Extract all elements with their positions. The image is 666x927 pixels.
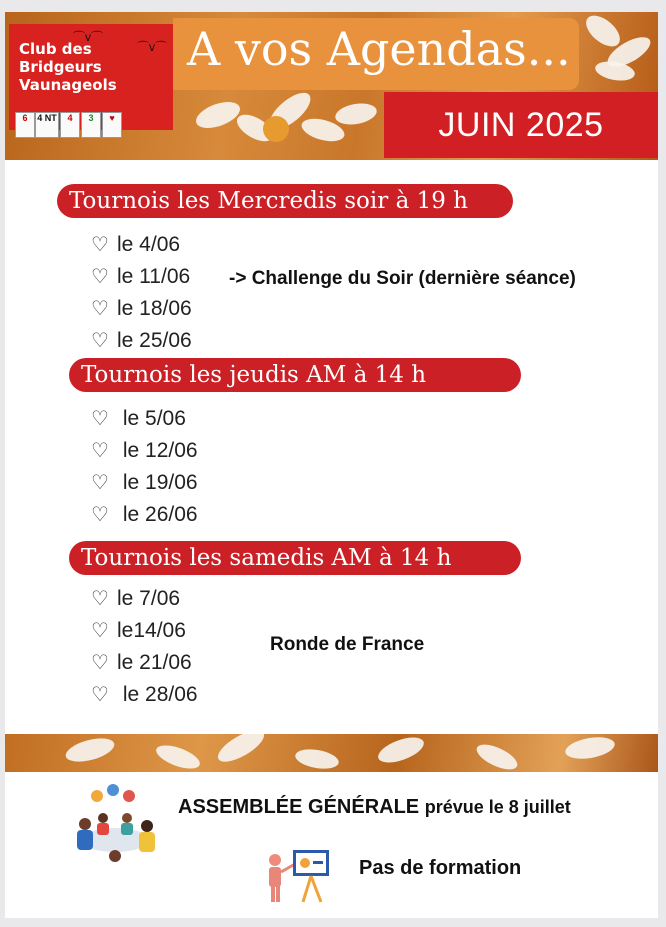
- heart-outline-icon: ♡: [91, 504, 109, 526]
- list-item: [91, 586, 180, 614]
- list-item: [91, 328, 192, 356]
- heart-outline-icon: ♡: [91, 266, 109, 288]
- list-item: [91, 264, 190, 292]
- heart-outline-icon: ♡: [91, 440, 109, 462]
- card: 6: [15, 112, 35, 138]
- section-title-wednesday: Tournois les Mercredis soir à 19 h: [57, 184, 513, 218]
- daisy-petal: [564, 734, 617, 762]
- meeting-table-icon: [67, 782, 163, 862]
- club-logo: [9, 24, 173, 130]
- ronde-note: Ronde de France: [270, 634, 425, 655]
- heart-outline-icon: ♡: [91, 408, 109, 430]
- heart-outline-icon: ♡: [91, 330, 109, 352]
- daisy-petal: [153, 741, 202, 772]
- list-item: [91, 406, 186, 434]
- daisy-petal: [63, 734, 116, 766]
- date-label: le 19/06: [117, 471, 198, 494]
- heart-outline-icon: ♡: [91, 620, 109, 642]
- daisy-petal: [473, 740, 520, 772]
- list-item: [91, 438, 198, 466]
- heart-outline-icon: ♡: [91, 472, 109, 494]
- list-item: [91, 650, 192, 678]
- heart-outline-icon: ♡: [91, 234, 109, 256]
- assembly-announcement: [178, 796, 571, 819]
- daisy-petal: [334, 101, 379, 128]
- challenge-note: -> Challenge du Soir (dernière séance): [229, 268, 576, 289]
- footer-banner: [5, 734, 658, 772]
- card: 4: [60, 112, 80, 138]
- bird-silhouette: ⌒v⌒: [73, 30, 104, 44]
- daisy-petal: [213, 734, 268, 768]
- daisy-petal: [193, 97, 244, 133]
- assembly-date: prévue le 8 juillet: [424, 797, 571, 817]
- section-title-saturday: Tournois les samedis AM à 14 h: [69, 541, 521, 575]
- card: 4 NT: [35, 112, 59, 138]
- page-title: A vos Agendas...: [187, 22, 571, 76]
- presentation-board-icon: [263, 846, 333, 906]
- date-label: le 28/06: [117, 683, 198, 706]
- list-item: [91, 502, 198, 530]
- date-label: le 18/06: [117, 297, 192, 320]
- heart-outline-icon: ♡: [91, 588, 109, 610]
- date-label: le 26/06: [117, 503, 198, 526]
- list-item: [91, 618, 186, 646]
- flyer-page: [5, 12, 658, 918]
- date-label: le 25/06: [117, 329, 192, 352]
- heart-outline-icon: ♡: [91, 684, 109, 706]
- list-item: [91, 296, 192, 324]
- bridge-cards: [15, 112, 165, 134]
- heart-outline-icon: ♡: [91, 652, 109, 674]
- club-name: Club des Bridgeurs Vaunageols: [19, 40, 117, 94]
- date-label: le 7/06: [117, 587, 181, 610]
- section-title-thursday: Tournois les jeudis AM à 14 h: [69, 358, 521, 392]
- date-label: le14/06: [117, 619, 186, 642]
- no-training-note: Pas de formation: [359, 857, 522, 879]
- header-banner: [5, 12, 658, 160]
- card: ♥: [102, 112, 122, 138]
- list-item: [91, 682, 198, 710]
- bird-silhouette: ⌒v⌒: [137, 40, 168, 54]
- heart-outline-icon: ♡: [91, 298, 109, 320]
- daisy-petal: [294, 746, 340, 771]
- title-box: [173, 18, 579, 90]
- assembly-title: ASSEMBLÉE GÉNÉRALE: [178, 796, 420, 818]
- date-label: le 11/06: [117, 265, 191, 288]
- month-box: [384, 92, 658, 158]
- list-item: [91, 232, 180, 260]
- card: 3: [81, 112, 101, 138]
- list-item: [91, 470, 198, 498]
- date-label: le 21/06: [117, 651, 192, 674]
- month-label: JUIN 2025: [438, 106, 604, 144]
- date-label: le 12/06: [117, 439, 198, 462]
- date-label: le 4/06: [117, 233, 181, 256]
- daisy-petal: [375, 734, 427, 768]
- date-label: le 5/06: [117, 407, 186, 430]
- daisy-center: [263, 116, 289, 142]
